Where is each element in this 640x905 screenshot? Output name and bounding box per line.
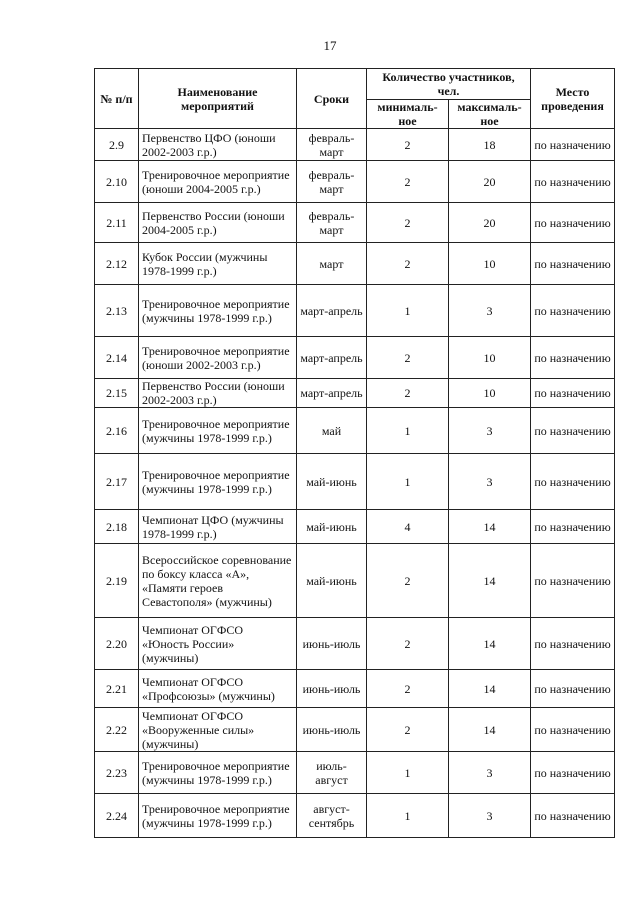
event-dates: июнь-июль [297, 670, 367, 708]
table-row [95, 794, 615, 838]
participants-min: 2 [367, 243, 449, 285]
event-name: Первенство России (юноши 2004-2005 г.р.) [139, 203, 297, 243]
table-row [95, 161, 615, 203]
participants-max: 14 [449, 618, 531, 670]
event-dates: июнь-июль [297, 708, 367, 752]
header-participants: Количество участников, чел. [367, 69, 531, 100]
row-number: 2.10 [95, 161, 139, 203]
participants-max: 3 [449, 794, 531, 838]
header-place: Место проведения [531, 69, 615, 129]
event-name: Первенство России (юноши 2002-2003 г.р.) [139, 379, 297, 408]
participants-min: 2 [367, 337, 449, 379]
table-header [95, 69, 615, 129]
table-body [95, 129, 615, 838]
participants-max: 3 [449, 408, 531, 454]
header-name: Наименование мероприятий [139, 69, 297, 129]
row-number: 2.17 [95, 454, 139, 510]
participants-min: 2 [367, 708, 449, 752]
table-row [95, 203, 615, 243]
participants-min: 2 [367, 379, 449, 408]
event-name: Тренировочное мероприятие (мужчины 1978-1999 г.р.) [139, 454, 297, 510]
event-place: по назначению [531, 129, 615, 161]
event-dates: март-апрель [297, 379, 367, 408]
participants-max: 20 [449, 203, 531, 243]
participants-min: 2 [367, 670, 449, 708]
row-number: 2.24 [95, 794, 139, 838]
row-number: 2.13 [95, 285, 139, 337]
event-place: по назначению [531, 408, 615, 454]
event-name: Чемпионат ЦФО (мужчины 1978-1999 г.р.) [139, 510, 297, 544]
participants-max: 20 [449, 161, 531, 203]
event-place: по назначению [531, 752, 615, 794]
table-row [95, 243, 615, 285]
table-row [95, 510, 615, 544]
event-name: Тренировочное мероприятие (мужчины 1978-1999 г.р.) [139, 408, 297, 454]
event-place: по назначению [531, 618, 615, 670]
participants-min: 4 [367, 510, 449, 544]
row-number: 2.16 [95, 408, 139, 454]
row-number: 2.18 [95, 510, 139, 544]
participants-max: 14 [449, 510, 531, 544]
participants-max: 3 [449, 285, 531, 337]
event-dates: март-апрель [297, 337, 367, 379]
table-row [95, 337, 615, 379]
row-number: 2.14 [95, 337, 139, 379]
row-number: 2.21 [95, 670, 139, 708]
participants-max: 10 [449, 379, 531, 408]
row-number: 2.23 [95, 752, 139, 794]
event-name: Чемпионат ОГФСО «Вооруженные силы» (мужчины) [139, 708, 297, 752]
table-row [95, 752, 615, 794]
participants-min: 1 [367, 285, 449, 337]
participants-min: 1 [367, 794, 449, 838]
table-row [95, 544, 615, 618]
participants-max: 14 [449, 544, 531, 618]
event-dates: май-июнь [297, 510, 367, 544]
event-name: Чемпионат ОГФСО «Профсоюзы» (мужчины) [139, 670, 297, 708]
participants-min: 2 [367, 161, 449, 203]
table-row [95, 379, 615, 408]
event-dates: март-апрель [297, 285, 367, 337]
header-num: № п/п [95, 69, 139, 129]
participants-max: 10 [449, 337, 531, 379]
row-number: 2.22 [95, 708, 139, 752]
event-dates: июль-август [297, 752, 367, 794]
row-number: 2.11 [95, 203, 139, 243]
table-row [95, 454, 615, 510]
header-min: минималь-ное [367, 100, 449, 129]
header-dates: Сроки [297, 69, 367, 129]
event-place: по назначению [531, 708, 615, 752]
event-place: по назначению [531, 794, 615, 838]
table-row [95, 285, 615, 337]
table-row [95, 618, 615, 670]
event-place: по назначению [531, 544, 615, 618]
event-name: Тренировочное мероприятие (юноши 2004-2005 г.р.) [139, 161, 297, 203]
event-name: Всероссийское соревнование по боксу класса «А», «Памяти героев Севастополя» (мужчины) [139, 544, 297, 618]
event-name: Тренировочное мероприятие (мужчины 1978-1999 г.р.) [139, 752, 297, 794]
page-number: 17 [323, 38, 337, 53]
row-number: 2.20 [95, 618, 139, 670]
event-place: по назначению [531, 203, 615, 243]
event-place: по назначению [531, 670, 615, 708]
event-place: по назначению [531, 243, 615, 285]
event-place: по назначению [531, 379, 615, 408]
participants-min: 1 [367, 454, 449, 510]
event-place: по назначению [531, 454, 615, 510]
participants-min: 2 [367, 129, 449, 161]
event-place: по назначению [531, 161, 615, 203]
event-dates: февраль-март [297, 161, 367, 203]
row-number: 2.15 [95, 379, 139, 408]
event-name: Чемпионат ОГФСО «Юность России» (мужчины) [139, 618, 297, 670]
event-place: по назначению [531, 337, 615, 379]
table-row [95, 408, 615, 454]
event-dates: март [297, 243, 367, 285]
event-name: Тренировочное мероприятие (мужчины 1978-1999 г.р.) [139, 794, 297, 838]
participants-max: 14 [449, 670, 531, 708]
participants-max: 3 [449, 454, 531, 510]
event-dates: июнь-июль [297, 618, 367, 670]
table-row [95, 129, 615, 161]
participants-min: 1 [367, 752, 449, 794]
event-place: по назначению [531, 510, 615, 544]
participants-max: 3 [449, 752, 531, 794]
event-name: Тренировочное мероприятие (мужчины 1978-1999 г.р.) [139, 285, 297, 337]
participants-min: 2 [367, 203, 449, 243]
participants-min: 2 [367, 618, 449, 670]
event-place: по назначению [531, 285, 615, 337]
event-name: Кубок России (мужчины 1978-1999 г.р.) [139, 243, 297, 285]
event-dates: февраль-март [297, 203, 367, 243]
event-dates: май [297, 408, 367, 454]
event-name: Первенство ЦФО (юноши 2002-2003 г.р.) [139, 129, 297, 161]
event-dates: май-июнь [297, 454, 367, 510]
row-number: 2.19 [95, 544, 139, 618]
events-table [94, 68, 615, 838]
participants-min: 1 [367, 408, 449, 454]
participants-max: 14 [449, 708, 531, 752]
row-number: 2.12 [95, 243, 139, 285]
header-max: максималь-ное [449, 100, 531, 129]
row-number: 2.9 [95, 129, 139, 161]
table-row [95, 670, 615, 708]
participants-max: 10 [449, 243, 531, 285]
event-dates: август-сентябрь [297, 794, 367, 838]
event-name: Тренировочное мероприятие (юноши 2002-2003 г.р.) [139, 337, 297, 379]
event-dates: май-июнь [297, 544, 367, 618]
table-row [95, 708, 615, 752]
participants-max: 18 [449, 129, 531, 161]
event-dates: февраль-март [297, 129, 367, 161]
participants-min: 2 [367, 544, 449, 618]
